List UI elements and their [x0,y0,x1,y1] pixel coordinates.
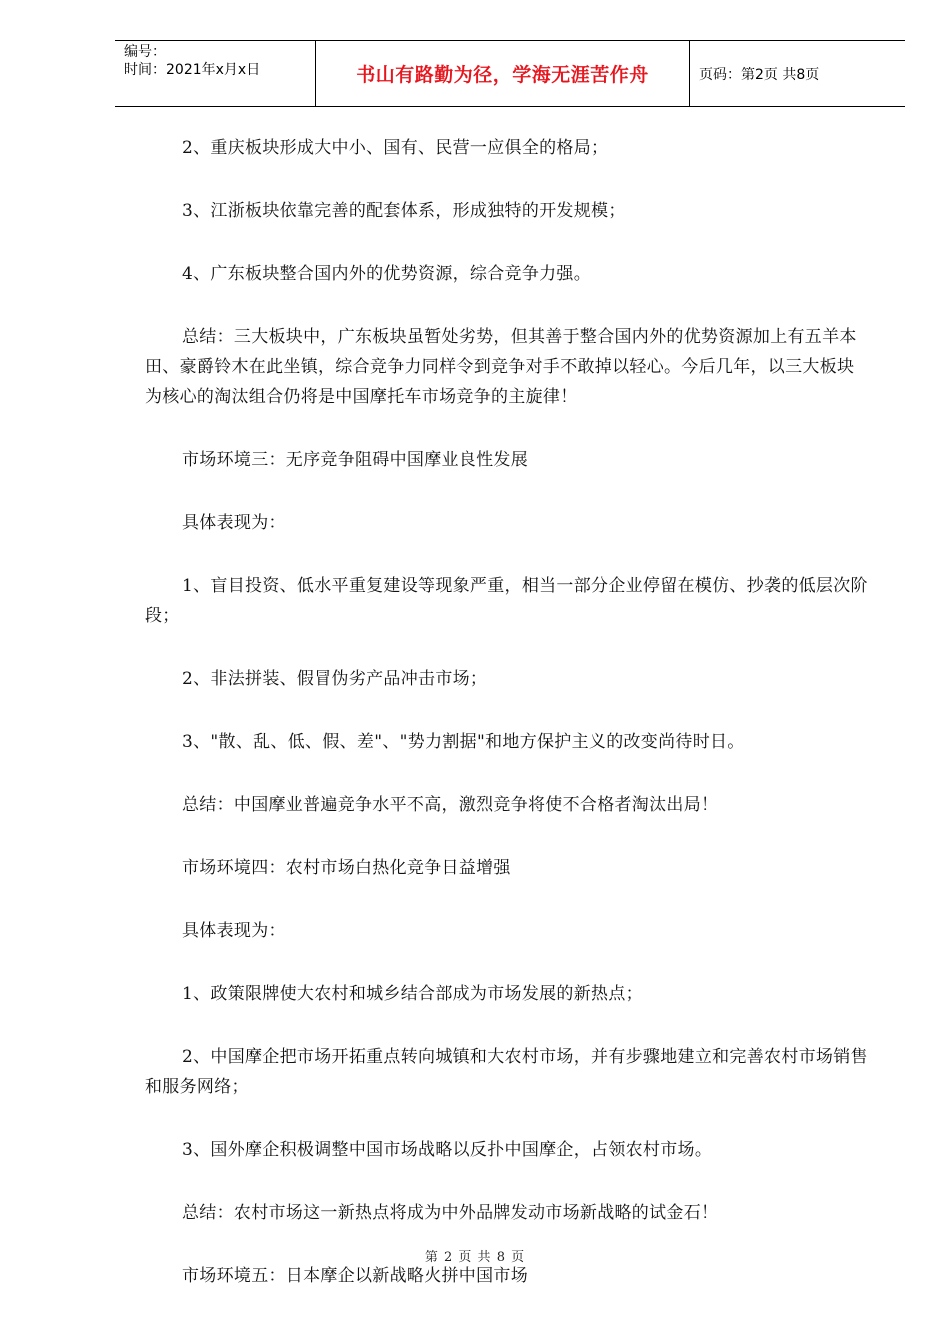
paragraph: 2、非法拼装、假冒伪劣产品冲击市场； [182,669,488,689]
section-heading: 市场环境三：无序竞争阻碍中国摩业良性发展 [182,450,528,470]
document-body [145,133,870,1324]
paragraph: 3、江浙板块依靠完善的配套体系，形成独特的开发规模； [182,201,626,221]
paragraph: 1、政策限牌使大农村和城乡结合部成为市场发展的新热点； [182,984,643,1004]
paragraph: 3、国外摩企积极调整中国市场战略以反扑中国摩企，占领农村市场。 [182,1140,713,1160]
header-meta [115,41,315,106]
document-date: 时间：2021年x月x日 [124,62,261,78]
paragraph: 总结：中国摩业普遍竞争水平不高，激烈竞争将使不合格者淘汰出局！ [182,795,719,815]
document-number-label: 编号： [124,44,166,60]
paragraph: 具体表现为： [182,513,286,533]
paragraph: 4、广东板块整合国内外的优势资源，综合竞争力强。 [182,264,592,284]
page-header [115,40,905,107]
paragraph: 3、"散、乱、低、假、差"、"势力割据"和地方保护主义的改变尚待时日。 [182,732,745,752]
paragraph: 总结：农村市场这一新热点将成为中外品牌发动市场新战略的试金石！ [182,1203,719,1223]
page-footer: 第 2 页 共 8 页 [424,1250,526,1265]
paragraph: 1、盲目投资、低水平重复建设等现象严重，相当一部分企业停留在模仿、抄袭的低层次阶段； [145,576,868,626]
paragraph: 总结：三大板块中，广东板块虽暂处劣势，但其善于整合国内外的优势资源加上有五羊本田、豪爵铃木在此坐镇，综合竞争力同样令到竞争对手不敢掉以轻心。今后几年，以三大板块为核心的淘汰组合仍将是中国摩托车市场竞争的主旋律！ [145,327,857,407]
section-heading: 市场环境五：日本摩企以新战略火拼中国市场 [182,1266,528,1286]
paragraph: 具体表现为： [182,921,286,941]
header-motto: 书山有路勤为径，学海无涯苦作舟 [315,41,690,106]
header-page-info: 页码：第2页 共8页 [699,66,820,83]
paragraph: 2、中国摩企把市场开拓重点转向城镇和大农村市场，并有步骤地建立和完善农村市场销售和服务网络； [145,1047,868,1097]
section-heading: 市场环境四：农村市场白热化竞争日益增强 [182,858,511,878]
paragraph: 2、重庆板块形成大中小、国有、民营一应俱全的格局； [182,138,609,158]
